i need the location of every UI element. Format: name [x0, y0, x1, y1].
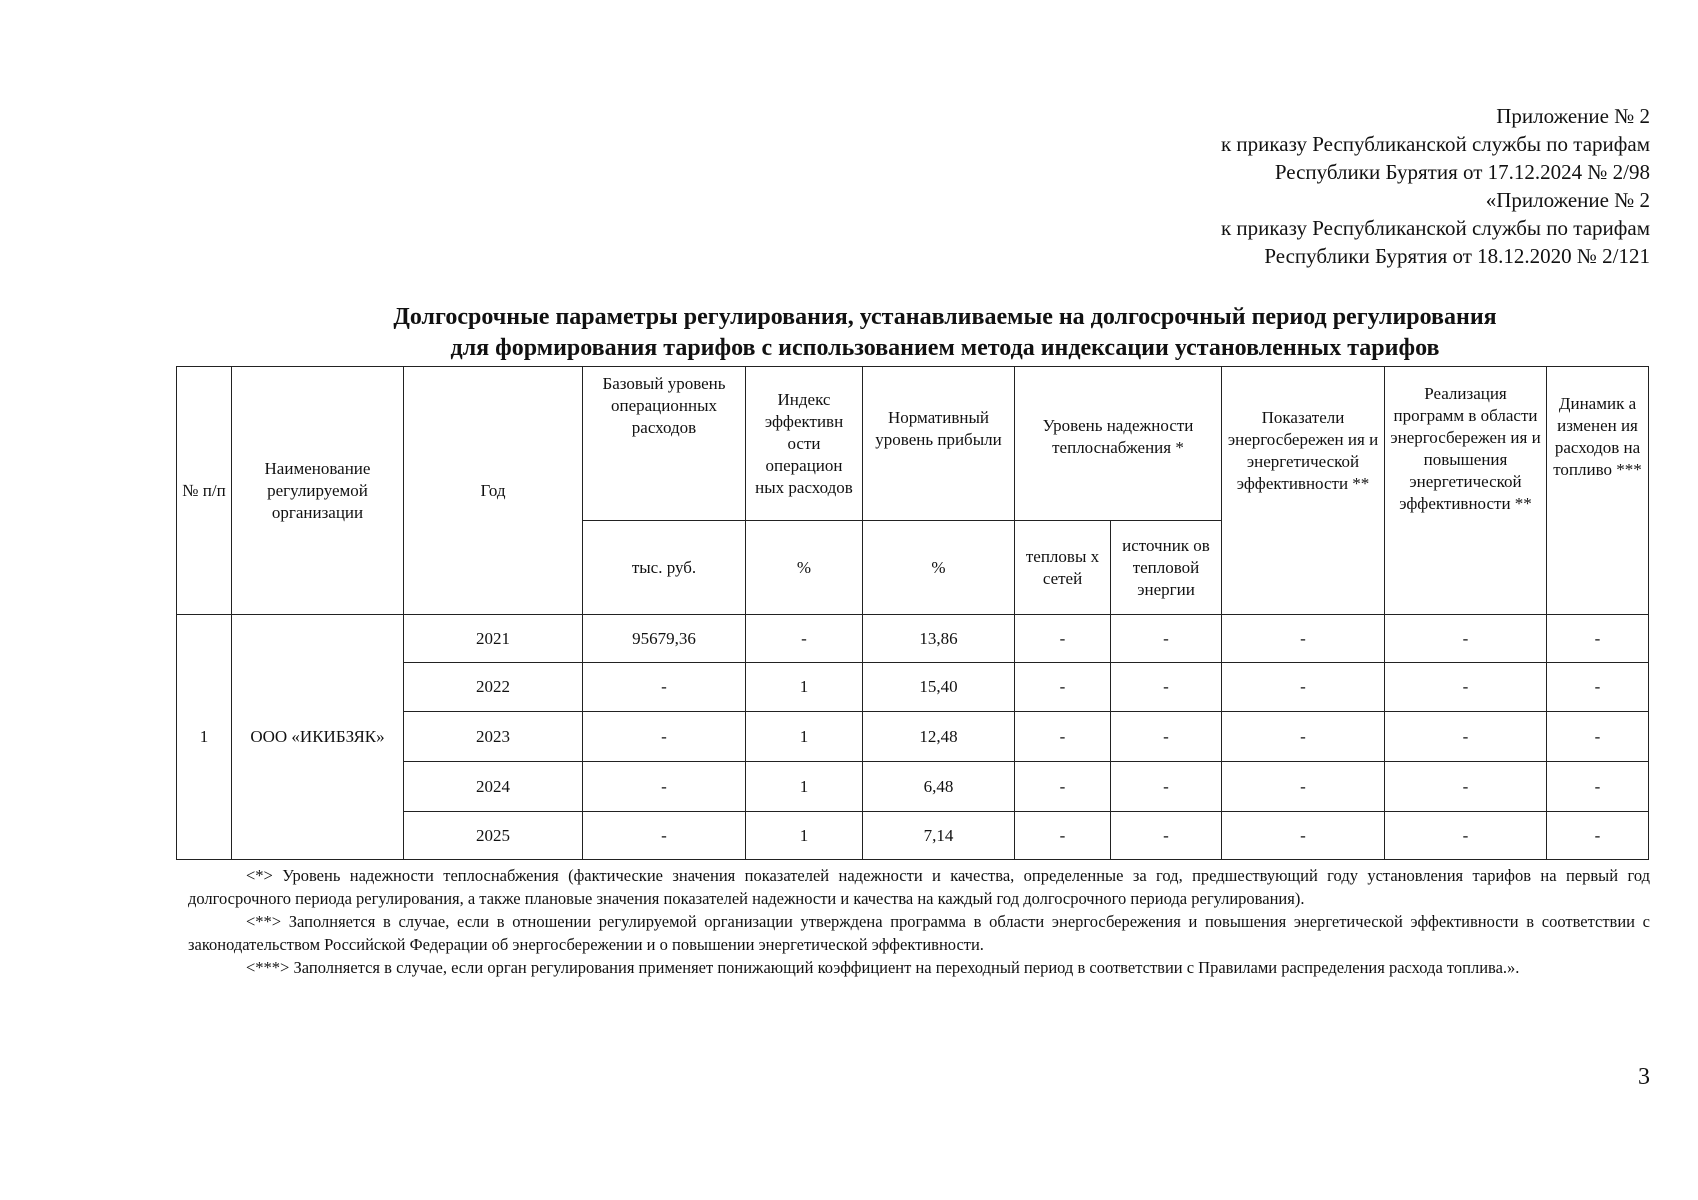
unit-base-costs: тыс. руб.	[583, 521, 746, 615]
title-line-1: Долгосрочные параметры регулирования, устанавливаемые на долгосрочный период регулирования	[393, 304, 1497, 330]
header-line: к приказу Республиканской службы по тарифам	[1220, 132, 1650, 156]
header-organization: Наименование регулируемой организации	[232, 367, 404, 615]
parameters-table	[176, 366, 1649, 860]
unit-heat-networks: тепловы х сетей	[1015, 521, 1111, 615]
header-year: Год	[404, 367, 583, 615]
cell-programs: -	[1385, 812, 1547, 860]
footnote-reliability: <*> Уровень надежности теплоснабжения (фактические значения показателей надежности и качества, определенные за год, предшествующий году установления тарифов на первый год долгосрочного периода регулирования, а также плановые значения показателей надежности и качества на каждый год долгосрочного периода регулирования).	[188, 866, 1650, 908]
org-name: ООО «ИКИБЗЯК»	[232, 615, 404, 860]
header-line: Республики Бурятия от 17.12.2024 № 2/98	[1274, 160, 1650, 184]
cell-year: 2025	[404, 812, 583, 860]
org-number: 1	[177, 615, 232, 860]
header-line: Приложение № 2	[1496, 104, 1650, 128]
cell-year: 2024	[404, 762, 583, 812]
cell-heat-sources: -	[1111, 615, 1222, 663]
cell-year: 2022	[404, 663, 583, 712]
title-line-2: для формирования тарифов с использованием метода индексации установленных тарифов	[450, 335, 1440, 361]
cell-profit-level: 13,86	[863, 615, 1015, 663]
unit-profit-level: %	[863, 521, 1015, 615]
header-reliability: Уровень надежности теплоснабжения *	[1015, 367, 1222, 521]
footnote-energy-program: <**> Заполняется в случае, если в отношении регулируемой организации утверждена программа в области энергосбережения и повышения энергетической эффективности в соответствии с законодательством Российской Федерации об энергосбережении и о повышении энергетической эффективности.	[188, 912, 1650, 954]
cell-efficiency-index: 1	[746, 663, 863, 712]
cell-energy-saving: -	[1222, 615, 1385, 663]
cell-heat-networks: -	[1015, 762, 1111, 812]
document-title	[270, 302, 1620, 364]
footnotes	[188, 864, 1650, 979]
cell-programs: -	[1385, 712, 1547, 762]
table-row	[177, 615, 1649, 663]
cell-energy-saving: -	[1222, 712, 1385, 762]
cell-efficiency-index: -	[746, 615, 863, 663]
header-efficiency-index: Индекс эффективн ости операцион ных расходов	[746, 367, 863, 521]
cell-fuel-dynamics: -	[1547, 663, 1649, 712]
cell-heat-networks: -	[1015, 812, 1111, 860]
header-number: № п/п	[177, 367, 232, 615]
header-programs: Реализация программ в области энергосбережен ия и повышения энергетической эффективности **	[1385, 367, 1547, 615]
cell-programs: -	[1385, 762, 1547, 812]
cell-heat-networks: -	[1015, 615, 1111, 663]
cell-programs: -	[1385, 615, 1547, 663]
cell-energy-saving: -	[1222, 663, 1385, 712]
cell-heat-networks: -	[1015, 712, 1111, 762]
cell-efficiency-index: 1	[746, 762, 863, 812]
cell-heat-sources: -	[1111, 663, 1222, 712]
header-line: к приказу Республиканской службы по тарифам	[1220, 216, 1650, 240]
cell-fuel-dynamics: -	[1547, 615, 1649, 663]
cell-heat-sources: -	[1111, 812, 1222, 860]
cell-base-costs: 95679,36	[583, 615, 746, 663]
page-number: 3	[1638, 1064, 1650, 1090]
header-energy-saving: Показатели энергосбережен ия и энергетической эффективности **	[1222, 367, 1385, 615]
header-profit-level: Нормативный уровень прибыли	[863, 367, 1015, 521]
header-line: «Приложение № 2	[1485, 188, 1650, 212]
cell-programs: -	[1385, 663, 1547, 712]
header-line: Республики Бурятия от 18.12.2020 № 2/121	[1264, 244, 1650, 268]
cell-fuel-dynamics: -	[1547, 712, 1649, 762]
cell-base-costs: -	[583, 663, 746, 712]
cell-efficiency-index: 1	[746, 812, 863, 860]
appendix-header	[1221, 102, 1650, 270]
unit-heat-sources: источник ов тепловой энергии	[1111, 521, 1222, 615]
cell-profit-level: 7,14	[863, 812, 1015, 860]
cell-efficiency-index: 1	[746, 712, 863, 762]
cell-heat-sources: -	[1111, 762, 1222, 812]
cell-base-costs: -	[583, 712, 746, 762]
header-base-costs: Базовый уровень операционных расходов	[583, 367, 746, 521]
cell-heat-sources: -	[1111, 712, 1222, 762]
cell-base-costs: -	[583, 812, 746, 860]
cell-base-costs: -	[583, 762, 746, 812]
footnote-fuel: <***> Заполняется в случае, если орган регулирования применяет понижающий коэффициент на переходный период в соответствии с Правилами распределения расхода топлива.».	[246, 958, 1520, 977]
cell-fuel-dynamics: -	[1547, 812, 1649, 860]
unit-efficiency-index: %	[746, 521, 863, 615]
cell-fuel-dynamics: -	[1547, 762, 1649, 812]
cell-heat-networks: -	[1015, 663, 1111, 712]
cell-year: 2021	[404, 615, 583, 663]
cell-energy-saving: -	[1222, 812, 1385, 860]
cell-profit-level: 6,48	[863, 762, 1015, 812]
header-fuel-dynamics: Динамик а изменен ия расходов на топливо ***	[1547, 367, 1649, 615]
cell-year: 2023	[404, 712, 583, 762]
cell-profit-level: 15,40	[863, 663, 1015, 712]
cell-energy-saving: -	[1222, 762, 1385, 812]
cell-profit-level: 12,48	[863, 712, 1015, 762]
